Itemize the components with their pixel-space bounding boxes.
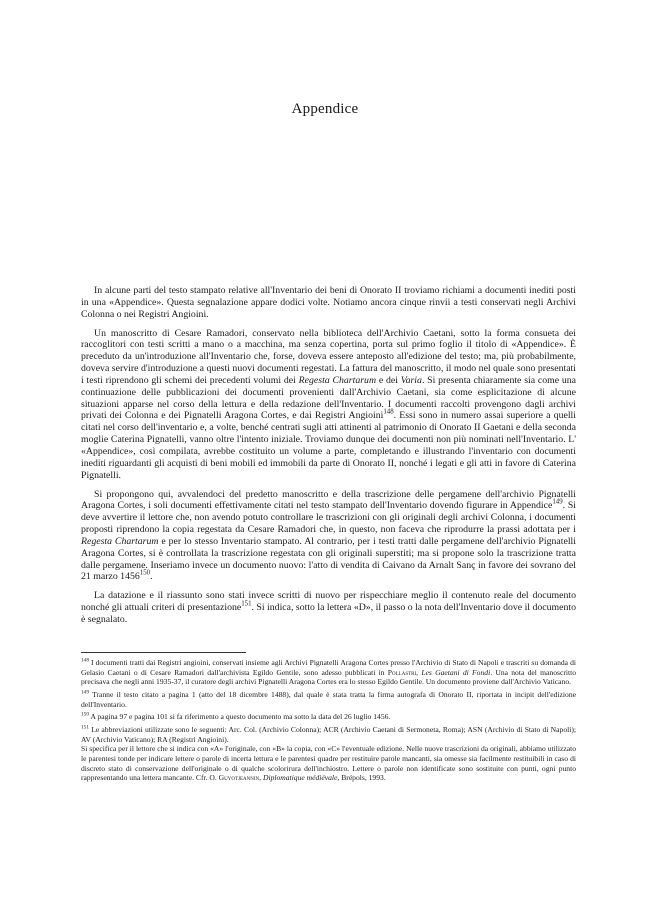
footnote-ref[interactable]: 150 (139, 570, 151, 578)
body-text (81, 285, 576, 626)
footnote-148: $^{148}$ I documenti tratti dai Registri angioini, conservati insieme agli Archivi Pignatelli Aragona Cortes presso l'Archivio di Stato di Napoli e trascriti su domanda di Gelasio Caetani o di Cesare Ramadori dall'archivista Egildo Gentile, sono adesso pubblicati in Pollastri, Les Gaetani di Fondi. Una nota del manoscritto precisava che negli anni 1935-37, il curatore degli archivi Pignatelli Aragona Cortes era lo stesso Egildo Gentile. Un documento proviene dall'Archivio Vaticano. (81, 657, 576, 687)
italic-title: Varia (400, 374, 422, 386)
footnote-149: $^{149}$ Tranne il testo citato a pagina 1 (atto del 18 dicembre 1488), dal quale è stata tratta la firma autografa di Onorato II, riportata in incipit dell'edizione dell'Inventario. (81, 689, 576, 709)
footnote-150: $^{150}$ A pagina 97 e pagina 101 si fa riferimento a questo documento ma sotto la data del 26 luglio 1456. (81, 711, 391, 722)
footnote-ref[interactable]: 151 (241, 600, 252, 608)
footnote-ref[interactable]: 149 (552, 499, 563, 507)
italic-title: Regesta Chartarum (81, 535, 159, 547)
paragraph-4: La datazione e il riassunto sono stati invece scritti di nuovo per rispecchiare meglio il contenuto reale del documento nonché gli attuali criteri di presentazione$^{151}$. Si indica, sotto la lettera «D», il passo o la nota dell'Inventario dove il documento è segnalato. (81, 590, 576, 625)
footnote-divider (81, 652, 246, 653)
page-title: Appendice (291, 101, 359, 117)
footnotes (81, 658, 576, 786)
paragraph-2: Un manoscritto di Cesare Ramadori, conservato nella biblioteca dell'Archivio Caetani, sotto la forma consueta dei raccoglitori con testi scritti a mano o a macchina, ma senza copertina, porta sul primo foglio il titolo di «Appendice». È preceduto da un'introduzione all'Inventario che, forse, doveva essere anteposto all'edizione del testo; ma, più probabilmente, doveva servire d'introduzione a questi nuovi documenti regestati. La fattura del manoscritto, il modo nel quale sono presentati i testi riprendono gli schemi dei precedenti volumi dei Regesta Chartarum e dei Varia. Si presenta chiaramente sia come una continuazione delle pubblicazioni dei documenti provenienti dall'Archivio Caetani, sia come esplicitazione di alcune situazioni apparse nel corso della lettura e della redazione dell'Inventario. I documenti raccolti provengono dagli archivi privati dei Colonna e dei Pignatelli Aragona Cortes, e dai Registri Angioini$^{148}$. Essi sono in numero assai superiore a quelli citati nel corso dell'inventario e, a volte, benché centrati sugli atti attinenti al patrimonio di Onorato II Gaetani e della seconda moglie Caterina Pignatelli, vanno oltre l'intento iniziale. Troviamo dunque dei documenti non più nominati nell'Inventario. L' «Appendice», così compilata, avrebbe costituito un volume a parte, completando e illustrando l'inventario con documenti inediti riguardanti gli acquisti di beni mobili ed immobili da parte di Onorato II, nonché i legati e gli atti in favore di Caterina Pignatelli. (81, 327, 577, 481)
paragraph-1: In alcune parti del testo stampato relative all'Inventario dei beni di Onorato II troviamo richiami a documenti inediti posti in una «Appendice». Questa segnalazione appare dodici volte. Notiamo ancora cinque rinvii a testi conservati negli Archivi Colonna o nei Registri Angioini. (81, 285, 576, 320)
italic-title: Regesta Chartarum (298, 374, 377, 386)
footnote-151-continued: Si specifica per il lettore che si indica con «A» l'originale, con «B» la copia, con «C» l'eventuale edizione. Nelle nuove trascrizioni da originali, abbiamo utilizzato le parentesi tonde per indicare lettere o parole di incerta lettura e le parentesi quadre per restituire parole mancanti, sia omesse sia facilmente restituibili in caso di discreto stato di conservazione dell'originale o di qualche scolorirura dell'inchiostro. Lettere o parole non identificate sono sostituite con punti, ogni punto rappresentando una lettera mancante. Cfr. O. Guyotjeannin, Diplomatique médiévale, Brépols, 1993. (81, 744, 576, 783)
footnote-151: $^{151}$ Le abbreviazioni utilizzate sono le seguenti: Arc. Col. (Archivio Colonna); ACR (Archivio Caetani di Sermoneta, Roma); ASN (Archivio di Stato di Napoli); AV (Archivio Vaticano); RA (Registri Angioini). (81, 724, 576, 744)
paragraph-3: Si propongono qui, avvalendoci del predetto manoscritto e della trascrizione delle pergamene dell'archivio Pignatelli Aragona Cortes, i soli documenti effettivamente citati nel testo stampato dell'Inventario dovendo figurare in Appendice$^{149}$. Si deve avvertire il lettore che, non avendo potuto controllare le trascrizioni con gli originali degli archivi Colonna, i documenti proposti riprendono la copia regestata da Cesare Ramadori che, in questo, non faceva che riprodurre la prassi adottata per i Regesta Chartarum e per lo stesso Inventario stampato. Al contrario, per i testi tratti dalle pergamene dell'archivio Pignatelli Aragona Cortes, si è controllata la trascrizione regestata con gli originali superstiti; ma si propone solo la trascrizione tratta dalle pergamene. Inseriamo invece un documento nuovo: l'atto di vendita di Caivano da Arnalt Sanç in favore dei sovrano del 21 marzo 1456$^{150}$. (81, 488, 576, 583)
footnote-ref[interactable]: 148 (383, 409, 394, 417)
